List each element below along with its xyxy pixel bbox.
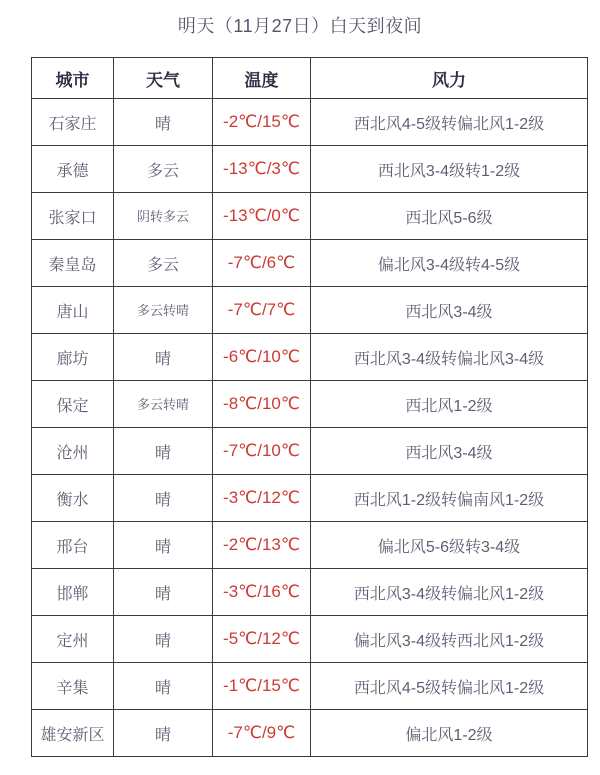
city-cell: 秦皇岛 [32, 240, 114, 287]
city-cell: 定州 [32, 616, 114, 663]
weather-text: 多云转晴 [136, 303, 189, 318]
table-row [32, 287, 588, 334]
wind-cell: 西北风3-4级 [311, 428, 588, 475]
city-cell: 邢台 [32, 522, 114, 569]
weather-text: 多云转晴 [136, 397, 189, 412]
temperature-cell: -8℃/10℃ [213, 381, 311, 428]
table-row [32, 428, 588, 475]
city-cell: 衡水 [32, 475, 114, 522]
temperature-cell: -13℃/0℃ [213, 193, 311, 240]
city-cell: 保定 [32, 381, 114, 428]
wind-cell: 偏北风5-6级转3-4级 [311, 522, 588, 569]
weather-text: 晴 [154, 679, 171, 697]
weather-cell [114, 475, 213, 522]
table-row [32, 616, 588, 663]
city-cell: 石家庄 [32, 99, 114, 146]
temperature-cell: -1℃/15℃ [213, 663, 311, 710]
weather-text: 晴 [154, 726, 171, 744]
column-header-wind: 风力 [311, 58, 588, 99]
wind-cell: 偏北风1-2级 [311, 710, 588, 757]
city-cell: 张家口 [32, 193, 114, 240]
temperature-cell: -7℃/7℃ [213, 287, 311, 334]
weather-forecast-table [31, 57, 588, 757]
weather-text: 阴转多云 [136, 209, 189, 224]
weather-cell [114, 710, 213, 757]
weather-cell [114, 287, 213, 334]
wind-cell: 西北风3-4级 [311, 287, 588, 334]
wind-cell: 偏北风3-4级转西北风1-2级 [311, 616, 588, 663]
page-title: 明天（11月27日）白天到夜间 [177, 16, 423, 36]
weather-cell [114, 146, 213, 193]
table-row [32, 99, 588, 146]
temperature-cell: -3℃/12℃ [213, 475, 311, 522]
table-row [32, 475, 588, 522]
weather-cell [114, 522, 213, 569]
column-header-temperature: 温度 [213, 58, 311, 99]
weather-cell [114, 616, 213, 663]
weather-cell [114, 569, 213, 616]
city-cell: 承德 [32, 146, 114, 193]
table-row [32, 710, 588, 757]
weather-text: 晴 [154, 632, 171, 650]
table-row [32, 663, 588, 710]
wind-cell: 西北风3-4级转1-2级 [311, 146, 588, 193]
temperature-cell: -7℃/9℃ [213, 710, 311, 757]
wind-cell: 西北风4-5级转偏北风1-2级 [311, 99, 588, 146]
temperature-cell: -2℃/15℃ [213, 99, 311, 146]
temperature-cell: -2℃/13℃ [213, 522, 311, 569]
wind-cell: 偏北风3-4级转4-5级 [311, 240, 588, 287]
city-cell: 辛集 [32, 663, 114, 710]
weather-cell [114, 663, 213, 710]
weather-cell [114, 99, 213, 146]
column-header-city: 城市 [32, 58, 114, 99]
temperature-cell: -7℃/6℃ [213, 240, 311, 287]
table-row [32, 569, 588, 616]
header-row [32, 58, 588, 99]
wind-cell: 西北风1-2级 [311, 381, 588, 428]
table-row [32, 193, 588, 240]
temperature-cell: -13℃/3℃ [213, 146, 311, 193]
weather-text: 多云 [146, 162, 179, 180]
column-header-weather: 天气 [114, 58, 213, 99]
weather-text: 晴 [154, 491, 171, 509]
weather-text: 晴 [154, 585, 171, 603]
temperature-cell: -6℃/10℃ [213, 334, 311, 381]
weather-text: 晴 [154, 115, 171, 133]
weather-cell [114, 240, 213, 287]
wind-cell: 西北风3-4级转偏北风1-2级 [311, 569, 588, 616]
weather-text: 多云 [146, 256, 179, 274]
table-row [32, 146, 588, 193]
temperature-cell: -5℃/12℃ [213, 616, 311, 663]
table-row [32, 522, 588, 569]
temperature-cell: -7℃/10℃ [213, 428, 311, 475]
table-row [32, 334, 588, 381]
temperature-cell: -3℃/16℃ [213, 569, 311, 616]
weather-text: 晴 [154, 538, 171, 556]
wind-cell: 西北风4-5级转偏北风1-2级 [311, 663, 588, 710]
city-cell: 邯郸 [32, 569, 114, 616]
city-cell: 唐山 [32, 287, 114, 334]
table-row [32, 381, 588, 428]
weather-cell [114, 381, 213, 428]
wind-cell: 西北风3-4级转偏北风3-4级 [311, 334, 588, 381]
table-row [32, 240, 588, 287]
wind-cell: 西北风5-6级 [311, 193, 588, 240]
city-cell: 沧州 [32, 428, 114, 475]
city-cell: 雄安新区 [32, 710, 114, 757]
weather-text: 晴 [154, 444, 171, 462]
weather-text: 晴 [154, 350, 171, 368]
wind-cell: 西北风1-2级转偏南风1-2级 [311, 475, 588, 522]
weather-cell [114, 334, 213, 381]
weather-cell [114, 428, 213, 475]
weather-cell [114, 193, 213, 240]
city-cell: 廊坊 [32, 334, 114, 381]
